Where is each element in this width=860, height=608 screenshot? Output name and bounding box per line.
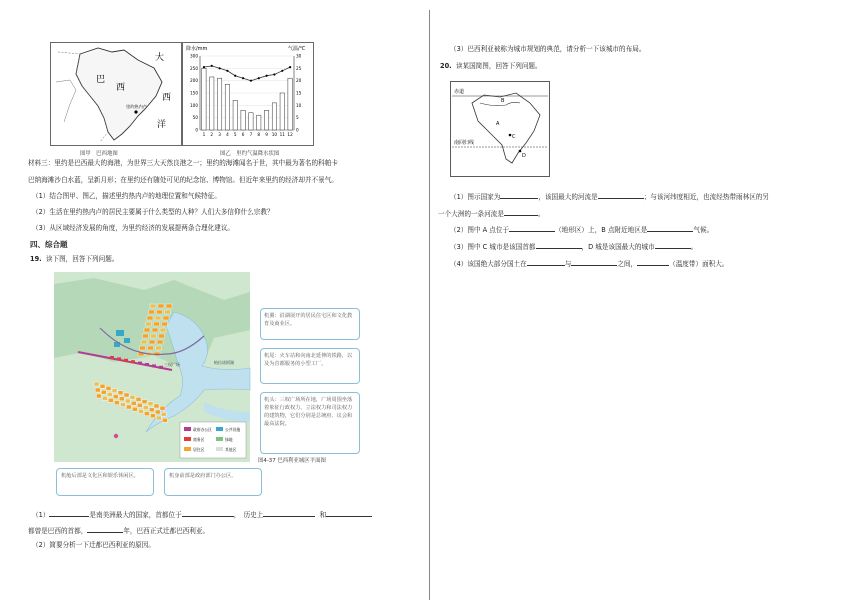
chart-month-tick: 10 [271,132,278,137]
chart-month-tick: 9 [265,132,268,137]
answer-blank[interactable] [655,240,691,249]
label-d: D [522,153,526,159]
answer-blank[interactable] [504,207,538,216]
residential-block [140,346,146,350]
residential-block [150,304,156,308]
chart-month-tick: 11 [279,132,285,137]
answer-blank[interactable] [637,257,669,266]
q20-2-text-c: 气候。 [693,226,714,234]
government-block [131,360,135,363]
government-block [117,357,121,360]
residential-block [157,340,163,344]
answer-blank[interactable] [500,190,538,199]
residential-block [159,334,165,338]
chart-left-tick: 300 [190,53,198,59]
answer-blank[interactable] [598,190,644,199]
residential-block [94,382,99,386]
chart-month-tick: 8 [257,132,261,137]
material3-line1: 材料三：里约是巴西最大的海港，为世界三大天然良港之一；里约的海滩闻名于世，其中最为著名的科帕卡 [28,159,338,167]
label-xi: 西 [162,93,172,103]
legend-swatch-gov [184,427,191,431]
residential-block [150,414,155,418]
question-20-3 [450,240,697,253]
chart-left-tick: 250 [190,65,198,71]
residential-block [131,401,136,405]
government-block [138,362,142,365]
chart-month-tick: 1 [202,132,206,137]
q20-1-text-c: ；与该河纬度相近，也流经热带雨林区的另 [643,193,769,201]
question-20-number: 20. [440,62,452,70]
residential-block [114,401,119,405]
q20-3-text-b: ，D 城是该国最大的城市 [581,243,655,251]
public-facility-block [116,330,124,336]
residential-block [158,304,164,308]
chart-right-tick: 10 [296,102,302,108]
residential-block [152,328,158,332]
temperature-point [265,75,267,77]
residential-block [148,346,154,350]
q20-4-text-b: 与 [564,260,572,268]
label-ba: 巴 [96,75,106,85]
chart-month-tick: 12 [287,132,293,137]
chart-right-tick: 0 [296,127,299,133]
column-divider [429,10,430,600]
landmark-dot [114,434,118,438]
precipitation-bar [241,110,245,130]
residential-block [155,316,161,320]
legend-public: 公共设施 [225,427,241,432]
question-20-1-line1 [450,190,769,203]
chart-month-tick: 2 [210,132,214,137]
precipitation-bar [280,93,284,130]
section-heading: 四、综合题 [30,240,68,249]
residential-block [166,304,172,308]
question-20-text: 读某国简图，回答下列问题。 [455,62,542,70]
question-19-2: （2）简要分析一下迁都巴西利亚的原因。 [32,541,155,549]
legend-green: 绿地 [225,437,233,442]
temperature-point [258,77,260,79]
answer-blank[interactable] [509,223,555,232]
residential-block [95,388,100,392]
residential-block [160,406,165,410]
precipitation-bar [210,77,214,130]
residential-block [149,408,154,412]
temperature-point [226,70,228,72]
question-20-4 [450,257,728,270]
residential-block [112,389,117,393]
precipitation-bar [264,110,268,130]
chart-left-tick: 100 [190,102,198,108]
residential-block [142,400,147,404]
callout-box-4: 机舱后部是文化区和娱乐休闲区。 [56,468,154,496]
precipitation-bar [233,100,237,130]
brasilia-map-svg [54,272,368,500]
answer-blank[interactable] [571,257,617,266]
temperature-point [281,70,283,72]
residential-block [163,316,169,320]
answer-blank[interactable] [536,240,582,249]
residential-block [106,386,111,390]
legend-swatch-residential [184,447,191,451]
chart-ylabel-right: 气温/℃ [288,46,306,52]
answer-blank[interactable] [182,508,234,517]
government-block [124,359,128,362]
q20-3-text-c: 。 [690,243,698,251]
climate-chart [182,42,314,146]
chart-ylabel-left: 降水/mm [186,46,208,52]
precipitation-bar [288,78,292,130]
q20-1-text-a: （1）图示国家为 [450,193,501,201]
question-19-3: （3）巴西利亚被称为城市规划的典范，请分析一下该城市的布局。 [450,45,646,53]
residential-block [149,340,155,344]
residential-block [125,399,130,403]
chart-left-tick: 50 [192,115,198,121]
government-block [145,363,149,366]
precipitation-bar [225,84,229,130]
q19-1-text-e: 都曾是巴西的首都， [28,527,88,535]
residential-block [120,403,125,407]
chart-right-tick: 30 [296,53,302,59]
q20-1-text-d: 一个大洲的一条河流是 [438,210,504,218]
residential-block [156,416,161,420]
chart-left-tick: 150 [190,90,198,96]
label-equator: 赤道 [454,89,465,95]
question-2: （2）生活在里约热内卢的居民主要属于什么类型的人种？人们大多信仰什么宗教？ [32,208,274,216]
answer-blank[interactable] [326,508,372,517]
residential-block [118,391,123,395]
residential-block [156,346,162,350]
residential-block [119,397,124,401]
question-3: （3）从区域经济发展的角度，为里约经济的发展提两条合理化建议。 [32,224,235,232]
residential-block [126,405,131,409]
residential-block [162,418,167,422]
residential-block [102,396,107,400]
residential-block [146,322,152,326]
question-19-intro [30,254,118,265]
government-block [110,356,114,359]
brasilia-map-caption: 图4-37 巴西利亚城区平面图 [258,458,326,464]
q19-1-text-b: 是南美洲最大的国家，首都位于 [89,511,182,519]
question-20-2 [450,223,713,236]
map-jia-figure [50,42,182,146]
brasilia-map-figure [54,272,368,500]
precipitation-bar [217,78,221,130]
chart-month-tick: 6 [241,132,245,137]
residential-block [165,310,171,314]
q20-2-text-a: （2）图中 A 点位于 [450,226,510,234]
residential-block [161,412,166,416]
answer-blank[interactable] [527,257,565,266]
q20-3-text-a: （3）图中 C 城市是该国首都 [450,243,536,251]
q20-1-text-b: ，该国最大的河流是 [538,193,598,201]
country-map-figure [450,81,550,177]
legend-residential: 居住区 [193,447,205,452]
label-lake: 帕拉诺阿湖 [214,360,234,365]
temperature-point [211,65,213,67]
chart-right-tick: 15 [296,90,302,96]
legend-business: 商务区 [193,437,205,442]
chart-month-tick: 3 [218,132,221,137]
government-block [159,366,163,369]
label-three-powers: 三权广场 [164,362,180,367]
residential-block [138,409,143,413]
residential-block [148,402,153,406]
residential-block [144,412,149,416]
chart-month-tick: 7 [249,132,253,137]
map-jia-caption: 图甲 巴西地图 [80,151,118,157]
temperature-point [203,66,205,68]
legend-swatch-green [216,437,223,441]
city-d-dot [519,150,522,153]
map-legend [180,422,246,458]
label-a: A [496,121,500,127]
chart-left-tick: 0 [195,127,198,133]
residential-block [143,406,148,410]
question-20-intro [440,61,542,72]
temperature-point [242,77,244,79]
public-facility-block [124,338,130,343]
chart-right-tick: 5 [296,115,299,121]
residential-block [157,310,163,314]
q20-2-text-b: （地形区）上，B 点附近地区是 [555,226,648,234]
residential-block [160,328,166,332]
precipitation-bar [257,115,261,130]
residential-block [162,322,168,326]
label-rio: 里约热内卢 [126,104,147,109]
q19-1-text-f: 年，巴西正式迁都巴西利亚。 [123,527,210,535]
temperature-point [218,67,220,69]
legend-swatch-business [184,437,191,441]
temperature-point [273,73,275,75]
residential-block [143,334,149,338]
residential-block [155,410,160,414]
answer-blank[interactable] [49,508,89,517]
legend-gov: 政府办公区 [193,427,212,432]
question-19-number: 19. [30,255,42,263]
residential-block [100,384,105,388]
answer-blank[interactable] [263,508,315,517]
government-block [152,364,156,367]
question-19-1-line1 [32,508,372,521]
residential-block [144,328,150,332]
precipitation-bar [249,113,253,130]
residential-block [154,404,159,408]
residential-block [149,310,155,314]
label-yang: 洋 [157,120,167,130]
temperature-point [289,66,291,68]
material3-line2: 巴纳海滩沙白水蓝，呈新月形；在里约还有随处可见的纪念馆、博物馆。但近年来里约的经济却并不景气。 [28,176,338,184]
residential-block [113,395,118,399]
city-c-dot [509,134,512,137]
residential-block [154,322,160,326]
question-19-text: 读下图，回答下列问题。 [45,255,119,263]
chart-month-tick: 5 [233,132,237,137]
temperature-point [234,75,236,77]
q20-4-text-d: （温度带）面积大。 [669,260,729,268]
residential-block [136,397,141,401]
residential-block [124,393,129,397]
label-c: C [512,134,516,140]
temperature-point [250,80,252,82]
rio-dot [134,110,137,113]
answer-blank[interactable] [87,524,123,533]
chart-right-tick: 25 [296,65,302,71]
callout-box-1: 机翼：沿湖展开的居民住宅区和文化教育及商业区。 [260,308,360,340]
q19-1-text-d: 和 [319,511,327,519]
q20-4-text-c: 之间， [617,260,638,268]
chart-right-tick: 20 [296,78,302,84]
residential-block [96,394,101,398]
residential-block [108,398,113,402]
chart-left-tick: 200 [190,78,198,84]
climate-chart-caption: 图乙 里约气温降水状图 [220,151,280,157]
legend-swatch-other [216,447,223,451]
residential-block [137,403,142,407]
precipitation-bar [202,68,206,130]
legend-other: 其他区 [225,447,237,452]
label-b: B [501,98,505,104]
residential-block [130,395,135,399]
q20-4-text-a: （4）该国绝大部分国土在 [450,260,527,268]
question-19-1-line2 [28,524,209,537]
callout-box-5: 机身前部是政府部门办公区。 [164,468,262,496]
legend-swatch-public [216,427,223,431]
residential-block [147,316,153,320]
q19-1-text-c: ， 历史上 [233,511,264,519]
q20-1-text-e: 。 [537,210,545,218]
callout-box-2: 机尾：火车站和向南北延伸的铁路，以及为首都服务的小型工厂。 [260,348,360,384]
q19-1-prefix: （1） [32,511,50,519]
chart-month-tick: 4 [226,132,229,137]
question-20-1-line2 [438,207,545,220]
label-xi2: 西 [116,83,126,93]
label-da: 大 [155,53,165,63]
answer-blank[interactable] [647,223,693,232]
question-1: （1）结合图甲、图乙，描述里约热内卢的地理位置和气候特征。 [32,192,221,200]
residential-block [132,407,137,411]
residential-block [101,390,106,394]
residential-block [107,392,112,396]
label-tropic: 南回归线 [454,140,475,146]
precipitation-bar [272,103,276,130]
residential-block [141,340,147,344]
callout-box-3: 机头：三权广场所在地，广场周围坐落着象征行政权力、立法权力和司法权力的建筑物，它们分别是总统府、议会和最高法院。 [260,392,360,454]
residential-block [151,334,157,338]
